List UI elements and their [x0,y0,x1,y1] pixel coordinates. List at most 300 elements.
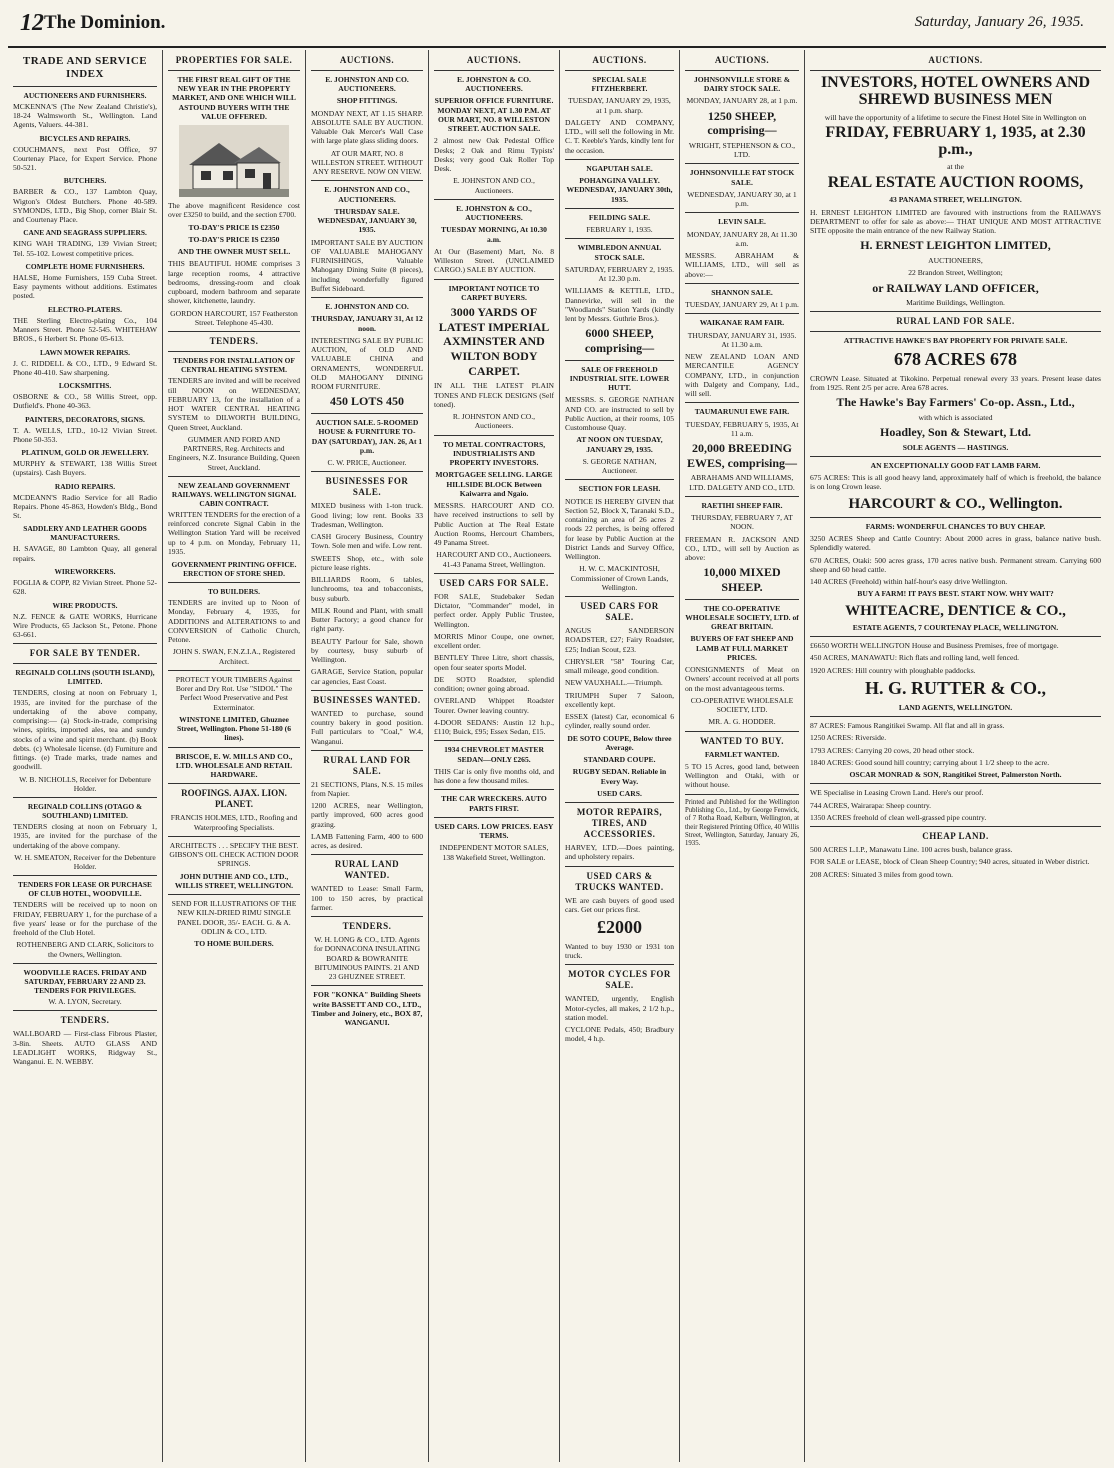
auction3-agent: E. JOHNSTON AND CO. [325,302,409,312]
auction2-agent: E. JOHNSTON & CO., AUCTIONEERS. [456,203,532,223]
sale-signature: WRIGHT, STEPHENSON & CO., LTD. [688,140,796,160]
leighton-role: AUCTIONEERS, [928,256,983,266]
hawkes-bay-associated: with which is associated [918,412,993,422]
divider [685,70,799,71]
divider [311,297,423,298]
businesses-heading: BUSINESSES FOR SALE. [325,476,409,498]
fat-lamb-heading: AN EXCEPTIONALLY GOOD FAT LAMB FARM. [870,460,1041,470]
divider [810,636,1101,637]
sale-body: FREEMAN R. JACKSON AND CO., LTD., will sell by Auction as above: [685,534,799,563]
auction2-body: At Our (Basement) Mart, No. 8 Willeston Street. (UNCLAIMED CARGO.) SALE BY AUCTION. [434,246,554,275]
divider [13,643,157,644]
trade-category-title: WIRE PRODUCTS. [52,600,118,610]
sale-big-line: 6000 SHEEP, comprising— [584,326,655,356]
francis-holmes-advert: FRANCIS HOLMES, LTD., Roofing and Waterproofing Specialists. [170,813,298,832]
business-wanted-listing: WANTED to purchase, sound country bakery in good position. Full particulars to "Coal," W.4, Wanganui. [311,708,423,746]
sale-date: TUESDAY, JANUARY 29, 1935, at 1 p.m. sharp. [568,96,671,115]
auction1-body: 2 almost new Oak Pedestal Office Desks; 2 Oak and Rimu Typists' Desks; very good Oak Roller Top Desk. [434,136,554,174]
hawkes-bay-heading: ATTRACTIVE HAWKE'S BAY PROPERTY FOR PRIVATE SALE. [843,336,1068,346]
crown-land-listing: 744 ACRES, Wairarapa: Sheep country. [810,800,932,810]
auction3-body: INTERESTING SALE BY PUBLIC AUCTION, of OLD AND VALUABLE CHINA and ORNAMENTS, WONDERFUL OLD MAHOGANY DINING ROOM FURNITURE. [311,335,423,392]
cheap-land-listing: FOR SALE or LEASE, block of Clean Sheep Country; 940 acres, situated in Weber district. [810,857,1090,867]
divider [685,313,799,314]
car-listing: USED CARS. [597,788,642,798]
carpet-notice-heading: IMPORTANT NOTICE TO CARPET BUYERS. [448,283,540,302]
tenders-text: WALLBOARD — First-class Fibrous Plaster, 3-8in. Sheets. AUTO GLASS AND LEADLIGHT WORKS, Ridgway St., Wanganui. E. N. WEBBY. [13,1029,157,1066]
auction4-title: AUCTION SALE. 5-ROOMED HOUSE & FURNITURE TO-DAY (SATURDAY), JAN. 26, At 1 p.m. [311,418,423,455]
trade-category-entry: MURPHY & STEWART, 138 Willis Street (upstairs). Cash Buyers. [13,459,157,478]
divider [311,413,423,414]
leighton-address: 22 Brandon Street, Wellington; [908,268,1003,278]
business-listing: MIXED business with 1-ton truck. Good living; low rent. Books 33 Tradesman, Wellington. [311,501,423,529]
divider [685,496,799,497]
tender2-signature: W. H. SMEATON, Receiver for the Debenture Holder. [14,852,156,872]
konka-advert: FOR "KONKA" Building Sheets write BASSETT AND CO., LTD., Timber and Joinery, etc., BOX 87, WANGANUI. [311,990,423,1028]
motor-repairs-heading: MOTOR REPAIRS, TIRES, AND ACCESSORIES. [576,807,663,840]
sale-heading: RAETIHI SHEEP FAIR. [701,500,783,510]
column-auctions-4 [680,50,805,1462]
whiteacre-address: ESTATE AGENTS, 7 COURTENAY PLACE, WELLINGTON. [852,622,1059,632]
trade-category-title: CANE AND SEAGRASS SUPPLIERS. [23,228,147,238]
divider [434,279,554,280]
divider [565,964,674,965]
hawkes-bay-acres: 678 ACRES 678 [893,348,1018,369]
divider [685,212,799,213]
auction3-title: THURSDAY, JANUARY 31, At 12 noon. [311,314,423,333]
rutter-listing: 450 ACRES, MANAWATU: Rich flats and rolling land, well fenced. [810,653,1020,663]
cycle-listing: WANTED, urgently, English Motor-cycles, all makes, 2 1/2 h.p., station model. [565,994,674,1022]
hotel-site-body: H. ERNEST LEIGHTON LIMITED are favoured with instructions from the RAILWAYS DEPARTMENT to offer for sale as above:— THAT UNIQUE AND MOST ATTRACTIVE SITE opposite the main entrance of the new Railway Station. [810,207,1101,236]
trade-category-entry: HALSE, Home Furnishers, 159 Cuba Street. Easy payments without additions. Estimates posted. [13,272,157,301]
tender2-text: TENDERS closing at noon on February 1, 1935, are invited for the purchase of the undertaking of the above company. [13,822,157,850]
hotel-site-address: 43 PANAMA STREET, WELLINGTON. [889,195,1022,205]
sale-signature: S. GEORGE NATHAN, Auctioneer. [582,456,657,476]
divider [13,797,157,798]
divider [311,854,423,855]
farmlet-body: 5 TO 15 Acres, good land, between Wellington and Otaki, with or without house. [685,761,799,790]
divider [168,670,300,671]
motor-cycles-heading: MOTOR CYCLES FOR SALE. [568,969,671,991]
sale-heading: SHANNON SALE. [711,287,773,297]
sale-heading: WAIKANAE RAM FAIR. [699,318,785,328]
sale-date: MONDAY, JANUARY 28, at 1 p.m. [686,96,798,106]
sidol-advert: PROTECT YOUR TIMBERS Against Borer and Dry Rot. Use "SIDOL" The Perfect Wood Preservative and Pest Exterminator. [175,674,293,712]
tenders-heading: TENDERS. [342,921,392,932]
rutter-name: H. G. RUTTER & CO., [864,677,1046,698]
auctions-heading: AUCTIONS. [339,55,395,65]
divider [565,802,674,803]
divider [434,573,554,574]
trade-category-entry: T. A. WELLS, LTD., 10-12 Vivian Street. Phone 50-353. [13,425,157,444]
business-listing: CASH Grocery Business, Country Town. Sole men and wife. Low rent. [311,532,423,551]
price-line-3: AND THE OWNER MUST SELL. [177,247,291,257]
trade-category-entry: BARBER & CO., 137 Lambton Quay, Wigton's Oldest Butchers. Phone 40-589. SYMONDS, LTD., Big Shop, corner Blair St. and Courtenay Place. [13,187,157,225]
sale-heading: JOHNSONVILLE STORE & DAIRY STOCK SALE. [693,74,791,94]
divider [168,747,300,748]
crown-land-listing: 1350 ACRES freehold of clean well-grassed pipe country. [810,812,987,822]
cheap-land-heading: CHEAP LAND. [922,831,989,842]
car-listing: ANGUS SANDERSON ROADSTER, £27; Fairy Roadster, £25; Indian Scout, £23. [565,626,674,654]
coop-buyers: BUYERS OF FAT SHEEP AND LAMB AT FULL MARKET PRICES. [690,634,794,662]
divider [168,836,300,837]
odlin-advert: SEND FOR ILLUSTRATIONS OF THE NEW KILN-DRIED RIMU SINGLE PANEL DOOR, 35/- EACH. G. & A. ODLIN & CO., LTD. [171,899,297,936]
divider [810,716,1101,717]
auction1-title: SUPERIOR OFFICE FURNITURE. MONDAY NEXT, AT 1.30 P.M. AT OUR MART, NO. 8 WILLESTON STREET. AUCTION SALE. [434,96,554,134]
trade-category-entry: J. C. RIDDELL & CO., LTD., 9 Edward St. Phone 40-410. Saw sharpening. [13,358,157,377]
auction1-agent: E. JOHNSTON & CO. AUCTIONEERS. [457,74,531,94]
leighton-name: H. ERNEST LEIGHTON LIMITED, [860,238,1051,253]
divider [168,331,300,332]
trade-category-title: PAINTERS, DECORATORS, SIGNS. [25,414,145,424]
sale-date: TUESDAY, JANUARY 29, At 1 p.m. [685,300,799,310]
roofings-advert: ROOFINGS. AJAX. LION. PLANET. [181,788,287,810]
trade-category-entry: KING WAH TRADING, 139 Vivian Street; Tel. 55-102. Lowest competitive prices. [13,239,157,258]
farms-heading: FARMS: WONDERFUL CHANCES TO BUY CHEAP. [865,521,1046,531]
auction1-close: AT OUR MART, NO. 8 WILLESTON STREET. WITHOUT ANY RESERVE. NOW ON VIEW. [311,148,423,177]
sale-body: NEW ZEALAND LOAN AND MERCANTILE AGENCY COMPANY, LTD., in conjunction with Dalgety and Company, Ltd., will sell. [685,352,799,399]
car-listing: DE SOTO COUPE, Below three Average. [567,733,672,752]
car-listing: STANDARD COUPE. [583,755,656,765]
business-listing: BEAUTY Parlour for Sale, shown by courtesy, busy suburb of Wellington. [311,636,423,665]
divider [810,517,1101,518]
auction1-title: SHOP FITTINGS. [336,96,398,106]
sole-agents: SOLE AGENTS — HASTINGS. [902,442,1009,452]
sale-date: TUESDAY, FEBRUARY 5, 1935, At 11 a.m. [685,419,799,438]
used-cars-heading: USED CARS FOR SALE. [439,577,549,588]
sale-heading: FEILDING SALE. [588,212,651,222]
property-intro: THE FIRST REAL GIFT OF THE NEW YEAR IN THE PROPERTY MARKET, AND ONE WHICH WILL ASTOUND BUYERS WITH THE VALUE OFFERED. [172,74,296,121]
business-listing: GARAGE, Service Station, popular car agencies, East Coast. [311,667,423,686]
cheap-land-listing: 500 ACRES L.I.P., Manawatu Line. 100 acres bush, balance grass. [810,845,1013,855]
trade-category-title: BUTCHERS. [63,176,107,186]
divider [685,599,799,600]
hawkes-bay-company: The Hawke's Bay Farmers' Co-op. Assn., Ltd., [836,395,1075,410]
divider [685,283,799,284]
trade-category-title: AUCTIONEERS AND FURNISHERS. [23,90,147,100]
sale-body: DALGETY AND COMPANY, LTD., will sell the following in Mr. C. T. Keeble's Yards, kindly lent for the occasion. [565,117,674,155]
divider [685,731,799,732]
used-cars-advert-signature: INDEPENDENT MOTOR SALES, 138 Wakefield Street, Wellington. [439,843,549,862]
auctions-heading: AUCTIONS. [928,55,983,65]
hotel-site-venue: REAL ESTATE AUCTION ROOMS, [827,173,1084,191]
divider [311,70,423,71]
trade-category-title: RADIO REPAIRS. [54,481,116,491]
paper-title: The Dominion. [44,12,166,33]
lease-title: TENDERS FOR LEASE OR PURCHASE OF CLUB HOTEL, WOODVILLE. [18,880,152,899]
gibson-advert: ARCHITECTS . . . SPECIFY THE BEST. GIBSON'S OIL CHECK ACTION DOOR SPRINGS. [169,840,299,869]
chevrolet-body: THIS Car is only five months old, and has done a few thousand miles. [434,766,554,786]
rural-listing: LAMB Fattening Farm, 400 to 600 acres, as desired. [311,831,423,851]
sale-heading: JOHNSONVILLE FAT STOCK SALE. [689,168,795,187]
car-listing: TRIUMPH Super 7 Saloon, excellently kept. [565,690,674,709]
used-cars-heading: USED CARS FOR SALE. [580,601,659,623]
tender-builders-title: TO BUILDERS. [207,587,261,597]
rural-wanted-heading: RURAL LAND WANTED. [334,859,400,881]
rural-land-heading: RURAL LAND FOR SALE. [896,316,1015,327]
car-listing: NEW VAUXHALL.—Triumph. [565,678,663,688]
car-listing: RUGBY SEDAN. Reliable in Every Way. [572,767,667,786]
hotel-site-banner: INVESTORS, HOTEL OWNERS AND SHREWD BUSINESS MEN [820,73,1091,108]
farm-listing: 3250 ACRES Sheep and Cattle Country: About 2000 acres in grass, balance native bush. Splendidly watered. [810,534,1101,553]
property-body: THIS BEAUTIFUL HOME comprises 3 large reception rooms, 4 attractive bedrooms, dressing-room and cloak cupboard, modern bathroom and separate shower, kitchenette, laundry. [168,259,300,306]
divider [434,789,554,790]
rutter-address: LAND AGENTS, WELLINGTON. [898,702,1013,712]
fat-lamb-body: 675 ACRES: This is all good heavy land, approximately half of which is freehold, the balance is on long Crown lease. [810,473,1101,492]
whiteacre-name: WHITEACRE, DENTICE & CO., [845,602,1066,619]
races-title: WOODVILLE RACES. FRIDAY AND SATURDAY, FEBRUARY 22 AND 23. TENDERS FOR PRIVILEGES. [23,967,147,995]
trade-category-entry: N.Z. FENCE & GATE WORKS, Hurricane Wire Products, 65 Jackson St., Petone. Phone 63-661. [13,611,157,640]
sale-date: THURSDAY, FEBRUARY 7, AT NOON. [691,513,793,532]
column-auctions-1 [306,50,429,1462]
divider [168,476,300,477]
farm-listing: 670 ACRES, Otaki: 500 acres grass, 170 acres native bush. Permanent stream. Carrying 600 sheep and 60 head cattle. [810,555,1101,574]
sale-date: WEDNESDAY, JANUARY 30, at 1 p.m. [687,189,797,209]
sale-body: MESSRS. ABRAHAM & WILLIAMS, LTD., will sell as above:— [685,251,799,279]
properties-heading: PROPERTIES FOR SALE. [175,55,293,65]
divider [565,70,674,71]
tender1-text: TENDERS, closing at noon on February 1, 1935, are invited for the purchase of the undertaking of the above company, comprising:— (a) Stock-in-trade, comprising wines, spirits, imported ales, tea and sundry stocks of a wine and spirit merchant. (b) Book debts. (c) Wholesale license. (d) Furniture and fittings. (e) Trade marks, trade names and goodwill. [13,688,157,772]
trade-category-entry: MCKENNA'S (The New Zealand Christie's), 18-24 Walmsworth St., Wellington. Land Agents, Valuers. 44-381. [13,101,157,130]
railway-land-address: Maritime Buildings, Wellington. [906,298,1005,308]
tender1-signature: W. B. NICHOLLS, Receiver for Debenture Holder. [19,774,151,793]
divider [434,740,554,741]
imprint-footer: Printed and Published for the Wellington Publishing Co., Ltd., by George Fenwick, of 7 Rotha Road, Kelburn, Wellington, at their Registered Printing Office, 40 Willis Street, Wellington, Saturday, January 26, 1935. [685,798,799,848]
divider [565,159,674,160]
divider [434,435,554,436]
divider [168,70,300,71]
auction1-agent: E. JOHNSTON AND CO. AUCTIONEERS. [325,74,409,94]
price-line-1: TO-DAY'S PRICE IS £2350 [188,222,280,232]
auction1-body: MONDAY NEXT, AT 1.15 SHARP. ABSOLUTE SALE BY AUCTION. Valuable Oak Mercer's Wall Case with large plate glass sliding doors. [311,108,423,146]
tender-printing-title: GOVERNMENT PRINTING OFFICE. ERECTION OF STORE SHED. [171,560,297,579]
divider [168,351,300,352]
tenders-heading: TENDERS. [60,1015,110,1026]
trucks-wanted-heading: USED CARS & TRUCKS WANTED. [575,870,664,892]
divider [810,456,1101,457]
issue-date: Saturday, January 26, 1935. [914,14,1084,30]
column-real-estate [805,50,1106,1462]
trade-category-title: LAWN MOWER REPAIRS. [40,347,130,357]
divider [685,402,799,403]
trade-category-entry: MCDEANN'S Radio Service for all Radio Repairs. Phone 45-863, Howden's Bldg., Bond St. [13,492,157,521]
page-columns [8,50,1106,1462]
sale-big-line: 1250 SHEEP, comprising— [707,108,777,138]
coop-consignments: CONSIGNMENTS of Meat on Owners' account received at all ports on the most advantageous terms. [685,665,799,693]
sale-heading: LEVIN SALE. [718,217,766,227]
business-listing: MILK Round and Plant, with small Butter Factory; a good chance for right party. [311,605,423,634]
tenders-heading: TENDERS. [209,336,259,347]
sale-date: THURSDAY, JANUARY 31, 1935. At 11.30 a.m. [687,330,797,349]
auction2-body: IMPORTANT SALE BY AUCTION OF VALUABLE MAHOGANY FURNISHINGS, Valuable Mahogany Dining Suite (8 pieces), including wonderfully figured Buffet Sideboard. [311,237,423,293]
auction3-lots: 450 LOTS 450 [329,394,404,409]
rutter-listing: 1920 ACRES: Hill country with ploughable paddocks. [810,665,976,675]
divider [685,794,799,795]
rural-wanted-listing: WANTED to Lease: Small Farm, 100 to 150 acres, by practical farmer. [311,884,423,912]
duthie-advert: JOHN DUTHIE AND CO., LTD., WILLIS STREET, WELLINGTON. [174,871,294,890]
divider [311,750,423,751]
home-builders-advert: TO HOME BUILDERS. [194,939,274,949]
races-signature: W. A. LYON, Secretary. [48,997,122,1007]
businesses-wanted-heading: BUSINESSES WANTED. [313,694,421,705]
sale-big-line: 10,000 MIXED SHEEP. [703,565,781,595]
tender-heating-title: TENDERS FOR INSTALLATION OF CENTRAL HEATING SYSTEM. [173,356,295,375]
divider [434,199,554,200]
divider [13,963,157,964]
tender-builders-signature: JOHN S. SWAN, F.N.Z.I.A., Registered Architect. [172,647,296,666]
rural-listing: 1200 ACRES, near Wellington, partly improved, 600 acres good grazing. [311,801,423,829]
auctions-heading: AUCTIONS. [714,55,770,65]
trade-category-title: WIREWORKERS. [54,566,116,576]
car-listing: FOR SALE, Studebaker Sedan Dictator, "Commander" model, in perfect order. Apply Public Trustee, Wellington. [434,591,554,629]
auction2-agent: E. JOHNSTON AND CO., AUCTIONEERS. [324,185,410,204]
hawkes-bay-body: CROWN Lease. Situated at Tikokino. Perpetual renewal every 33 years. Present lease dates from 1925. Rent 2/5 per acre. Area 678 acres. [810,373,1101,392]
price-line-2: TO-DAY'S PRICE IS £2350 [188,234,280,244]
car-listing: 4-DOOR SEDANS: Austin 12 h.p., £110; Buick, £95; Essex Sedan, £15. [434,717,554,737]
column-auctions-3 [560,50,680,1462]
divider [565,596,674,597]
farm-listing: 140 ACRES (Freehold) within half-hour's easy drive Wellington. [810,577,1008,587]
lease-signature: H. W. C. MACKINTOSH, Commissioner of Crown Lands, Wellington. [570,564,669,592]
sale-signature: ABRAHAMS AND WILLIAMS, LTD. DALGETY AND CO., LTD. [689,473,795,492]
trade-index-heading: TRADE AND SERVICE INDEX [22,55,148,81]
car-listing: DE SOTO Roadster, splendid condition; owner going abroad. [434,674,554,694]
hoadley-name: Hoadley, Son & Stewart, Ltd. [879,425,1031,439]
sale-heading: POHANGINA VALLEY. WEDNESDAY, JANUARY 30th, 1935. [566,176,673,204]
cycle-listing: CYCLONE Pedals, 450; Bradbury model, 4 h.p. [565,1025,674,1044]
sale-body: WILLIAMS & KETTLE, LTD., Dannevirke, will sell in the "Woodlands" Station Yards (kindly lent by Messrs. Guthrie Bros.). [565,286,674,324]
hotel-site-at: at the [947,162,964,172]
trade-category-entry: FOGLIA & COPP, 82 Vivian Street. Phone 52-628. [13,578,157,597]
farmlet-heading: FARMLET WANTED. [704,749,780,759]
rural-land-heading: RURAL LAND FOR SALE. [323,754,411,776]
rural-listing: 21 SECTIONS, Plans, N.S. 15 miles from Napier. [311,779,423,798]
divider [311,985,423,986]
trade-category-title: BICYCLES AND REPAIRS. [39,133,131,143]
cheap-land-listing: 208 ACRES: Situated 3 miles from good town. [810,869,954,879]
hotel-site-subline: will have the opportunity of a lifetime to secure the Finest Hotel Site in Wellington on [824,112,1087,122]
divider [565,208,674,209]
car-listing: MORRIS Minor Coupe, one owner, excellent order. [434,631,554,651]
lease-heading: SECTION FOR LEASH. [578,484,661,494]
divider [565,360,674,361]
business-listing: SWEETS Shop, etc., with sole picture lease rights. [311,553,423,572]
wanted-to-buy-heading: WANTED TO BUY. [699,735,785,746]
trade-category-title: PLATINUM, GOLD OR JEWELLERY. [21,448,149,458]
tender-heating-signature: GUMMER AND FORD AND PARTNERS, Reg. Architects and Engineers, N.Z. Insurance Building, Queen Street, Auckland. [168,434,300,472]
monrad-listing: 87 ACRES: Famous Rangitikei Swamp. All flat and all in grass. [810,721,1005,731]
divider [13,663,157,664]
divider [13,1010,157,1011]
divider [311,471,423,472]
auctions-heading: AUCTIONS. [466,55,522,65]
monrad-listing: 1250 ACRES: Riverside. [810,733,887,743]
divider [168,582,300,583]
masthead [0,0,1114,44]
coop-signature: MR. A. G. HODDER. [708,717,776,727]
monrad-listing: 1840 ACRES: Good sound hill country; carrying about 1 1/2 sheep to the acre. [810,757,1050,767]
hillside-title: MORTGAGEE SELLING. LARGE HILLSIDE BLOCK Between Kaiwarra and Ngaio. [435,470,553,498]
sale-date: FEBRUARY 1, 1935. [586,225,653,235]
divider [434,817,554,818]
carpet-notice-signature: R. JOHNSTON AND CO., Auctioneers. [452,412,536,431]
coop-name: CO-OPERATIVE WHOLESALE SOCIETY, LTD. [690,695,794,715]
divider [810,331,1101,332]
used-cars-advert-heading: USED CARS. LOW PRICES. EASY TERMS. [434,821,554,841]
sale-date: AT NOON ON TUESDAY, JANUARY 29, 1935. [576,435,663,454]
divider [311,180,423,181]
coop-heading: THE CO-OPERATIVE WHOLESALE SOCIETY, LTD. of GREAT BRITAIN. [685,603,799,632]
sale-body: MESSRS. S. GEORGE NATHAN AND CO. are instructed to sell by Public Auction, at their rooms, 105 Customhouse Quay. [565,395,674,433]
trade-category-entry: THE Sterling Electro-plating Co., 104 Manners Street. Phone 52-545. WHITEHAW BROS., 6 Herbert St. Phone 05-613. [13,315,157,344]
trade-category-title: LOCKSMITHS. [58,381,112,391]
column-trade-index [8,50,163,1462]
business-listing: BILLIARDS Room, 6 tables, lunchrooms, tea and tobacconists, busy suburb. [311,575,423,603]
tender-railways-title: NEW ZEALAND GOVERNMENT RAILWAYS. WELLINGTON SIGNAL CABIN CONTRACT. [171,480,297,508]
motor-listing: HARVEY, LTD.—Does painting, and upholstery repairs. [565,843,674,862]
carpet-notice-body: IN ALL THE LATEST PLAIN TONES AND FLECK DESIGNS (Self toned). [434,381,554,409]
house-caption: The above magnificent Residence cost over £3250 to build, and the section £700. [168,201,300,220]
tender-heading: FOR SALE BY TENDER. [29,648,141,659]
buy-a-farm-line: BUY A FARM! IT PAYS BEST. START NOW. WHY WAIT? [857,589,1054,599]
trade-category-title: SADDLERY AND LEATHER GOODS MANUFACTURERS. [23,524,147,543]
hillside-body: MESSRS. HARCOURT AND CO. have received instructions to sell by Public Auction at The Real Estate Auction Rooms, Hercourt Chambers, 49 Panama Street. [434,501,554,548]
masthead-rule [8,46,1106,48]
column-auctions-2 [429,50,560,1462]
divider [565,866,674,867]
car-wreckers-advert: THE CAR WRECKERS. AUTO PARTS FIRST. [441,794,547,813]
sale-heading: NGAPUTAH SALE. [586,163,653,173]
carpet-notice-big: 3000 YARDS OF LATEST IMPERIAL AXMINSTER AND WILTON BODY CARPET. [438,305,550,378]
sale-heading: SALE OF FREEHOLD INDUSTRIAL SITE. LOWER HUTT. [569,364,670,393]
lease-text: TENDERS will be received up to noon on FRIDAY, FEBRUARY 1, for the purchase of a five years' lease or for the purchase of the freehold of the Club Hotel. [13,900,157,938]
hotel-site-date: FRIDAY, FEBRUARY 1, 1935, at 2.30 p.m., [825,123,1086,158]
divider [168,894,300,895]
divider [810,783,1101,784]
tender-railways-body: WRITTEN TENDERS for the erection of a reinforced concrete Signal Cabin in the Wellington Station Yard will be received up to 4 p.m. on Monday, February 11, 1935. [168,509,300,556]
lease-signature: ROTHENBERG AND CLARK, Solicitors to the Owners, Wellington. [16,940,154,959]
briscoe-advert: BRISCOE, E. W. MILLS AND CO., LTD. WHOLESALE AND RETAIL HARDWARE. [175,751,293,780]
sale-big-line: 20,000 BREEDING EWES, comprising— [686,441,797,470]
divider [565,479,674,480]
auction2-title: THURSDAY SALE. WEDNESDAY, JANUARY 30, 1935. [317,206,417,235]
trade-category-title: COMPLETE HOME FURNISHERS. [25,261,145,271]
harcourt-name: HARCOURT & CO., Wellington. [848,495,1063,512]
divider [311,916,423,917]
lease-body: NOTICE IS HEREBY GIVEN that Section 52, Block X, Taranaki S.D., containing an area of 26 acres 2 roods 22 perches, is being offered for lease by Public Auction at the District Lands and Survey Office, Wellington. [565,496,675,562]
hillside-heading: TO METAL CONTRACTORS, INDUSTRIALISTS AND PROPERTY INVESTORS. [442,439,546,468]
big-price: £2000 [597,917,642,937]
car-listing: BENTLEY Three Litre, short chassis, open four seater sports Model. [434,653,554,672]
price-body: Wanted to buy 1930 or 1931 ton truck. [565,941,674,961]
crown-land-listing: WE Specialise in Leasing Crown Land. Here's our proof. [810,788,984,798]
winstone-advert: WINSTONE LIMITED, Ghuznee Street, Wellington. Phone 51-180 (6 lines). [176,714,292,743]
trade-category-entry: H. SAVAGE, 80 Lambton Quay, all general repairs. [13,544,157,563]
monrad-name: OSCAR MONRAD & SON, Rangitikei Street, Palmerston North. [849,770,1062,780]
tender-builders-body: TENDERS are invited up to Noon of Monday, February 4, 1935, for ADDITIONS and ALTERATIONS to and CONVERSION of Catholic Church, Petone. [168,598,300,645]
hillside-signature: HARCOURT AND CO., Auctioneers. 41-43 Panama Street, Wellington. [436,550,552,569]
divider [810,826,1101,827]
page-number: 12 [20,10,44,36]
car-listing: OVERLAND Whippet Roadster Tourer. Owner leaving country. [434,696,554,715]
trade-category-entry: COUCHMAN'S, next Post Office, 97 Courtenay Place, for Expert Service. Phone 50-521. [13,144,157,173]
sale-date: SATURDAY, FEBRUARY 2, 1935. At 12.30 p.m. [565,264,675,284]
divider [810,311,1101,312]
railway-land-officer: or RAILWAY LAND OFFICER, [872,280,1039,295]
auction4-signature: C. W. PRICE, Auctioneer. [327,458,407,468]
rutter-listing: £6650 WORTH WELLINGTON House and Business Premises, free of mortgage. [810,641,1059,651]
auction2-title: TUESDAY MORNING, At 10.30 a.m. [441,225,547,244]
divider [311,690,423,691]
